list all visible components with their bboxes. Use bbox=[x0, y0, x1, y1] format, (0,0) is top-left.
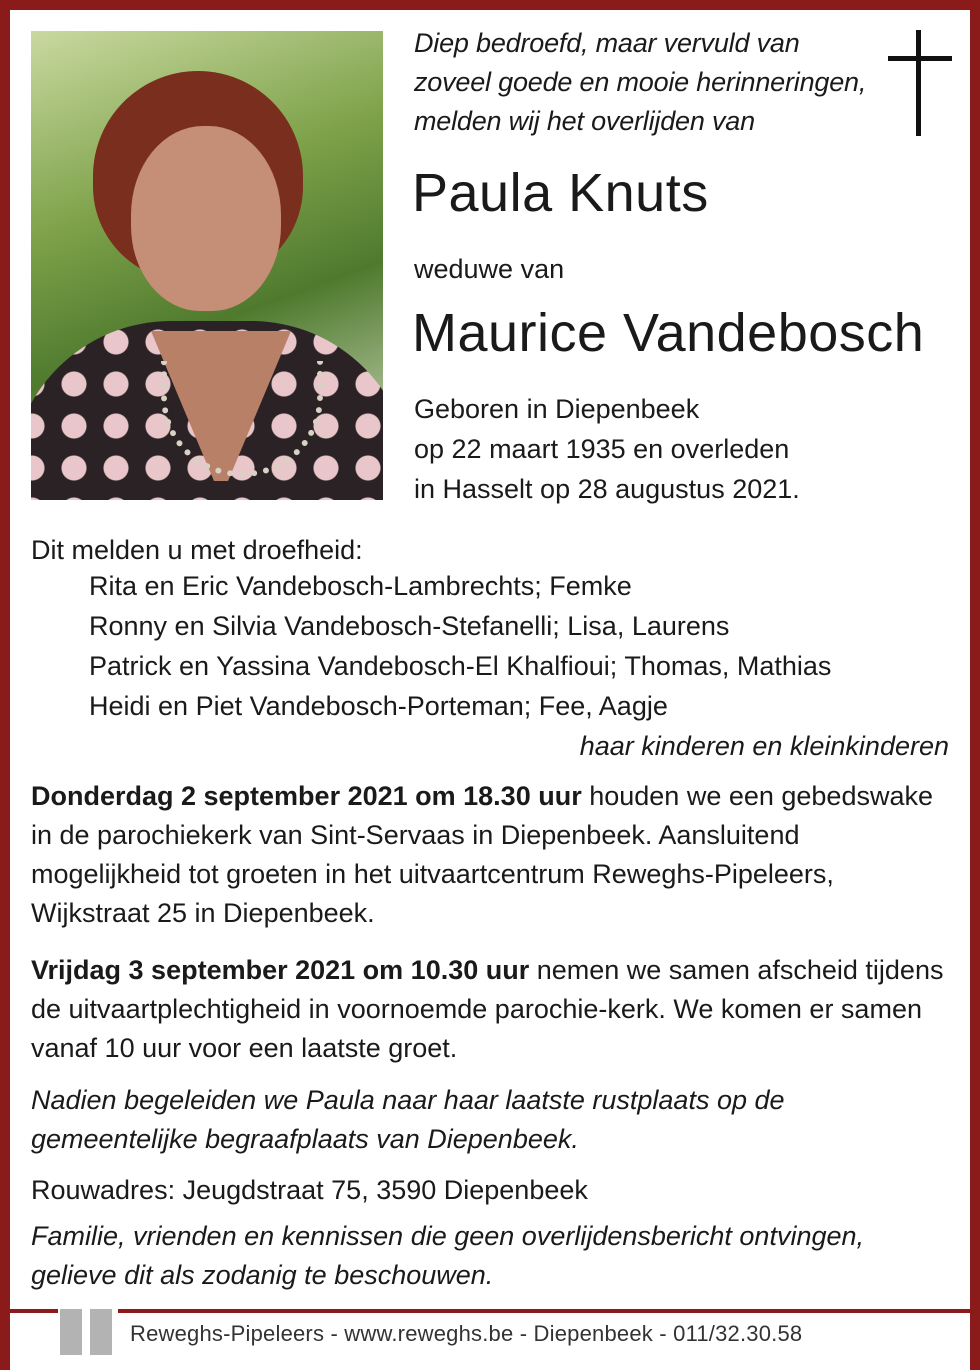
burial-paragraph: Nadien begeleiden we Paula naar haar laatste rustplaats op de gemeentelijke begraafplaats van Diepenbeek. bbox=[31, 1085, 785, 1154]
footer-divider bbox=[0, 1309, 980, 1313]
funeral-home-logo bbox=[58, 1303, 118, 1355]
birth-line: Geboren in Diepenbeek bbox=[414, 394, 700, 424]
birth-line: op 22 maart 1935 en overleden bbox=[414, 434, 790, 464]
birth-line: in Hasselt op 28 augustus 2021. bbox=[414, 474, 800, 504]
wake-datetime: Donderdag 2 september 2021 om 18.30 uur bbox=[31, 781, 582, 811]
deceased-name: Paula Knuts bbox=[412, 163, 709, 223]
family-line: Rita en Eric Vandebosch-Lambrechts; Femke bbox=[89, 571, 632, 601]
family-list bbox=[89, 566, 831, 726]
cross-icon bbox=[888, 30, 952, 136]
portrait-photo bbox=[31, 31, 383, 500]
mourning-intro: Dit melden u met droefheid: bbox=[31, 535, 363, 565]
spouse-name: Maurice Vandebosch bbox=[412, 303, 925, 363]
funeral-details: nemen we samen afscheid tijdens de uitvaartplechtigheid in voornoemde parochie-kerk. We komen er samen vanaf 10 uur voor een laatste groet. bbox=[31, 955, 944, 1063]
family-line: Ronny en Silvia Vandebosch-Stefanelli; Lisa, Laurens bbox=[89, 611, 730, 641]
photo-face bbox=[131, 126, 281, 311]
family-caption: haar kinderen en kleinkinderen bbox=[579, 731, 949, 761]
birth-death-info bbox=[414, 389, 954, 509]
notice-paragraph: Familie, vrienden en kennissen die geen overlijdensbericht ontvingen, gelieve dit als zodanig te beschouwen. bbox=[31, 1221, 865, 1290]
footer-contact: Reweghs-Pipeleers - www.reweghs.be - Diepenbeek - 011/32.30.58 bbox=[130, 1321, 803, 1346]
family-line: Patrick en Yassina Vandebosch-El Khalfioui; Thomas, Mathias bbox=[89, 651, 832, 681]
intro-text bbox=[414, 24, 884, 141]
mourning-address: Rouwadres: Jeugdstraat 75, 3590 Diepenbeek bbox=[31, 1175, 588, 1205]
wake-paragraph bbox=[31, 777, 951, 933]
wake-details: houden we een gebedswake in de parochiekerk van Sint-Servaas in Diepenbeek. Aansluitend mogelijkheid tot groeten in het uitvaartcentrum Reweghs-Pipeleers, Wijkstraat 25 in Diepenbeek. bbox=[31, 781, 933, 928]
widow-label: weduwe van bbox=[414, 254, 565, 284]
intro-line: zoveel goede en mooie herinneringen, bbox=[414, 67, 867, 97]
family-line: Heidi en Piet Vandebosch-Porteman; Fee, Aagje bbox=[89, 691, 668, 721]
intro-line: Diep bedroefd, maar vervuld van bbox=[414, 28, 800, 58]
funeral-datetime: Vrijdag 3 september 2021 om 10.30 uur bbox=[31, 955, 530, 985]
intro-line: melden wij het overlijden van bbox=[414, 106, 755, 136]
funeral-paragraph bbox=[31, 951, 951, 1068]
